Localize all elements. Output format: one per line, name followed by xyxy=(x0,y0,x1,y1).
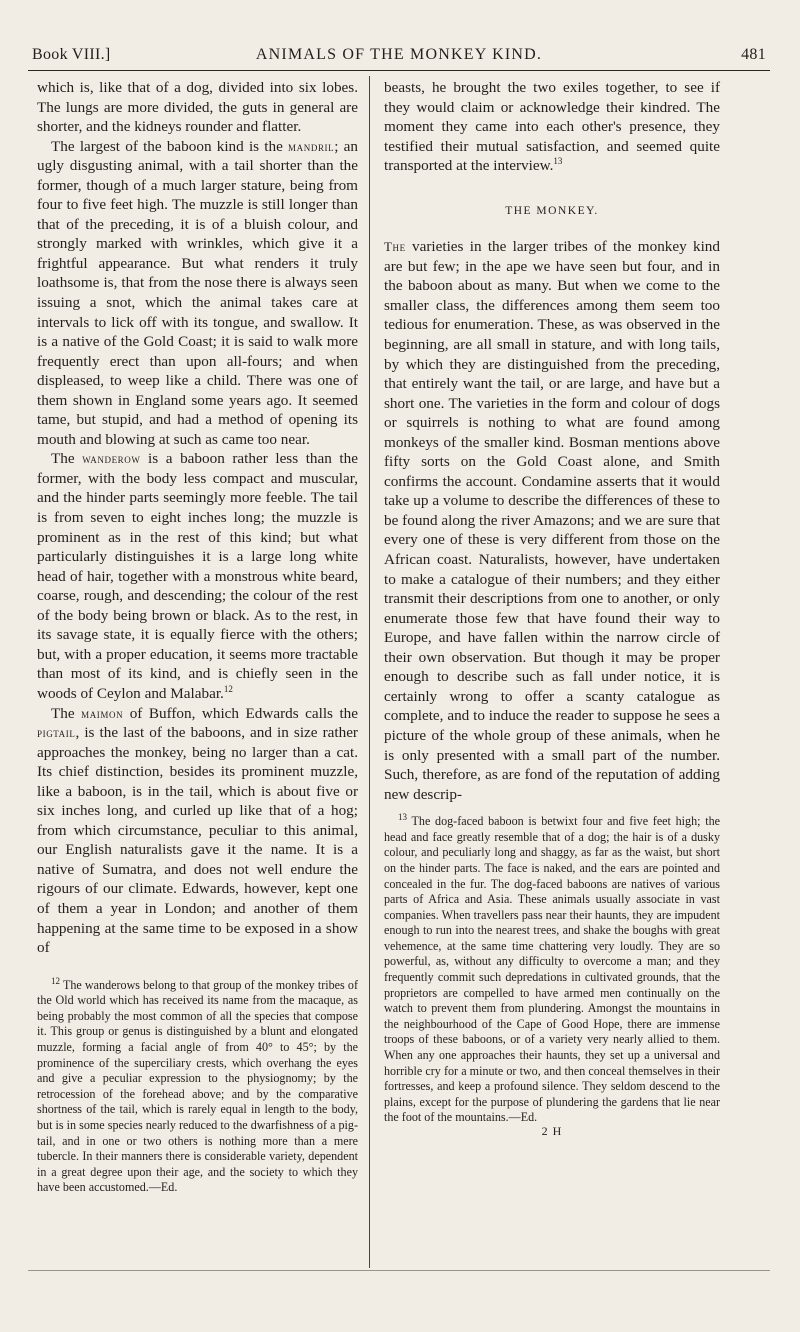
book-label: Book VIII.] xyxy=(32,46,111,63)
page-title: ANIMALS OF THE MONKEY KIND. xyxy=(255,46,543,63)
species-name: pigtail xyxy=(37,725,76,741)
left-column xyxy=(37,78,358,1196)
text-run: varieties in the larger tribes of the monkey kind are but few; in the ape we have seen but four, and in the baboon about as many. But when we come to the smaller class, the differences among them seem too tedious for enumeration. These, as was observed in the beginning, are all small in stature, and with long tails, by which they are distinguished from the preceding, that entirely want the tail, or are large, and have but a short one. The varieties in the form and colour of dogs or squirrels is nothing to what are found among monkeys of the smaller kind. Bosman mentions above fifty sorts on the Gold Coast alone, and Smith confirms the account. Condamine asserts that it would take up a volume to describe the differences of these to be found along the river Amazons; and we are sure that every one of these is very different from those on the African coast. Naturalists, however, have undertaken to make a catalogue of their numbers; and they either transmit their descriptions from one to another, or only enumerate those few that have found their way to Europe, and have fallen within the narrow circle of their own observation. But though it may be proper enough to describe such as fall under notice, it is certainly wrong to offer a scanty catalogue as complete, and to induce the reader to suppose he sees a picture of the whole group of these animals, when he is only presented with a small part of the number. Such, therefore, as are fond of the reputation of adding new descrip- xyxy=(384,238,720,803)
species-name: mandril xyxy=(288,138,335,154)
footnote xyxy=(37,975,358,1196)
text-run: of Buffon, which Edwards calls the xyxy=(123,704,358,722)
paragraph-monkey xyxy=(384,237,720,804)
header-rule xyxy=(28,70,770,71)
paragraph-maimon xyxy=(37,704,358,958)
right-column xyxy=(384,78,720,1142)
text-run: The xyxy=(51,450,83,468)
footnote-ref: 13 xyxy=(553,156,563,167)
section-heading: THE MONKEY. xyxy=(505,204,599,217)
footnote-body: The wanderows belong to that group of the monkey tribes of the Old world which has received its name from the macaque, as being probably the most common of all the species that compose it. This group or genus is distinguished by a blunt and elongated muzzle, forming a facial angle of from 40° to 45°; by the prominence of the superciliary crests, which overhang the eyes and give a peculiar expression to the physiognomy; by the retrocession of the forehead above; and by the comparative shortness of the tail, which is rarely equal in length to the body, but is in some species nearly reduced to the dwarfishness of a pig-tail, and in one or two others is nothing more than a mere tubercle. In their manners there is considerable variety, dependent in a great degree upon their age, and the society to which they have been accustomed.—Ed. xyxy=(37,977,358,1195)
footnote xyxy=(384,814,720,1126)
species-name: maimon xyxy=(81,705,124,721)
text-run: ; an ugly disgusting animal, with a tail shorter than the former, though of a much larger stature, being from four to five feet high. The muzzle is still longer than that of the preceding, it is of a bluish colour, and strongly marked with wrinkles, which give it a frightful appearance. But what renders it truly loathsome is, that from the nose there is always seen issuing a snot, which the animal takes care at intervals to lick off with its tongue, and swallow. It is a native of the Gold Coast; it is said to walk more frequently erect than upon all-fours; and when displeased, to weep like a child. There was one of them shown in England some years ago. It seemed tame, but stupid, and had a method of opening its mouth and blowing at such as came too near. xyxy=(37,137,359,448)
text-run: The xyxy=(51,704,82,722)
bottom-rule xyxy=(28,1270,770,1271)
text-run: The largest of the baboon kind is the xyxy=(51,137,289,155)
text-run: is a baboon rather less than the former, with the body less compact and muscular, and the hinder parts seemingly more feeble. The tail is from seven to eight inches long; the muzzle is prominent as in the rest of this kind; but what particularly distinguishes it is a large long white head of hair, together with a monstrous white beard, coarse, rough, and descending; the colour of the rest of the body being brown or black. As to the rest, in its savage state, it is equally fierce with the others; but, with a proper education, it seems more tractable than most of its kind, and is chiefly seen in the woods of Ceylon and Malabar. xyxy=(37,450,358,702)
footnote-body: The dog-faced baboon is betwixt four and five feet high; the head and face greatly resemble that of a dog; the hair is of a dusky colour, and peculiarly long and shaggy, as far as the waist, but short on the hinder parts. The face is naked, and the ears are pointed and concealed in the fur. The dog-faced baboons are natives of various parts of Africa and Asia. These animals usually associate in vast companies. When travellers pass near their haunts, they are impudent enough to run into the nearest trees, and shake the boughs with great vehemence, at the same time chattering very loudly. They are so powerful, as, without any difficulty to overcome a man; and they frequently commit such depredations in cultivated grounds, that the proprietors are compelled to have armed men continually on the watch to prevent them from plundering. Amongst the mountains in the neighbourhood of the Cape of Good Hope, there are immense troops of these baboons, or of a variety very nearly allied to them. When any one approaches their haunts, they set up a universal and horrible cry for a minute or two, and then conceal themselves in their fortresses, and keep a profound silence. They seldom descend to the plains, except for the purpose of plundering the gardens that lie near the foot of the mountains.—Ed. xyxy=(384,814,720,1125)
running-header xyxy=(32,46,766,70)
text-run: , is the last of the baboons, and in size rather approaches the monkey, being no larger than a cat. Its chief distinction, besides its prominent muzzle, like a baboon, is in the tail, which is about five or six inches long, and curled up like that of a hog; from which circumstance, peculiar to this animal, our English naturalists gave it the name. It is a native of Sumatra, and does not well endure the rigours of our climate. Edwards, however, kept one of them a year in London; and another of them happening at the same time to be exposed in a show of xyxy=(37,724,358,957)
footnote-text xyxy=(37,975,358,1196)
paragraph: which is, like that of a dog, divided into six lobes. The lungs are more divided, the guts in general are shorter, and the kidneys rounder and flatter. xyxy=(37,79,358,136)
signature-mark: 2 H xyxy=(541,1124,563,1139)
page-number: 481 xyxy=(741,46,766,63)
lead-word: The xyxy=(384,239,406,255)
paragraph-wanderow xyxy=(37,449,358,703)
species-name: wanderow xyxy=(82,451,141,467)
column-divider xyxy=(369,76,370,1268)
footnote-number: 13 xyxy=(398,812,407,823)
paragraph xyxy=(384,78,720,176)
paragraph-mandril xyxy=(37,137,358,450)
footnote-text xyxy=(384,814,720,1126)
footnote-ref: 12 xyxy=(223,683,233,694)
footnote-number: 12 xyxy=(51,975,60,986)
text-run: beasts, he brought the two exiles together, to see if they would claim or acknowledge their kindred. The moment they came into each other's presence, they testified their mutual satisfaction, and seemed quite transported at the interview. xyxy=(384,79,720,175)
